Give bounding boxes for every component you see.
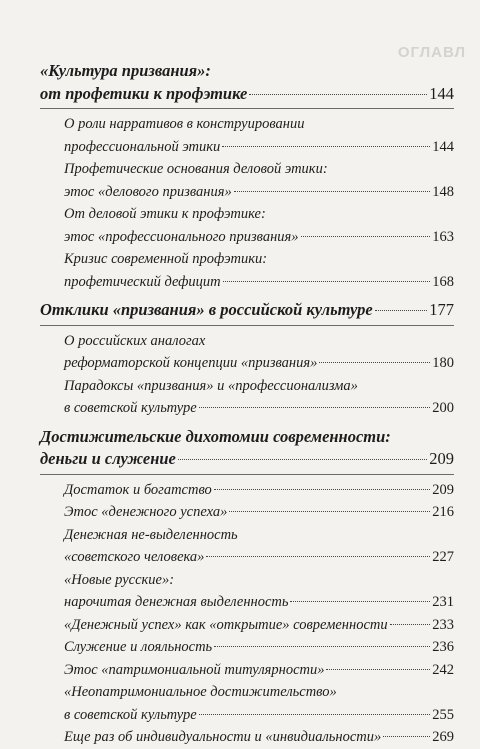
section-title-line: Отклики «призвания» в российской культуре 177 — [40, 299, 454, 322]
section-title-line: «Культура призвания»: — [40, 61, 211, 80]
page-number: 177 — [429, 300, 454, 319]
toc-entry[interactable]: «Новые русские»: нарочитая денежная выделенность 231 — [40, 569, 454, 614]
section-underline — [40, 474, 454, 475]
toc-entry[interactable]: О роли нарративов в конструировании профессиональной этики 144 — [40, 113, 454, 158]
page-number: 242 — [432, 661, 454, 678]
page-number: 269 — [432, 729, 454, 745]
toc-entry[interactable]: Еще раз об индивидуальности и «инвидиальности» 269 — [40, 726, 454, 749]
toc-entry[interactable]: Этос «патримониальной титулярности» 242 — [40, 659, 454, 682]
page-number: 209 — [432, 481, 454, 498]
bleed-through-watermark: ОГЛАВЛ — [397, 44, 466, 61]
toc-entry[interactable]: О российских аналогах реформаторской концепции «призвания» 180 — [40, 330, 454, 375]
table-of-contents — [40, 60, 454, 749]
toc-entry[interactable]: От деловой этики к профэтике: этос «профессионального призвания» 163 — [40, 203, 454, 248]
section-underline — [40, 108, 454, 109]
page-number: 200 — [432, 400, 454, 416]
toc-entry[interactable]: Кризис современной профэтики: профетический дефицит 168 — [40, 248, 454, 293]
toc-entry[interactable]: Профетические основания деловой этики: этос «делового призвания» 148 — [40, 158, 454, 203]
page-number: 168 — [432, 273, 454, 290]
page-number: 209 — [429, 449, 454, 468]
toc-entry[interactable]: Денежная не-выделенность «советского человека» 227 — [40, 524, 454, 569]
toc-entry[interactable]: Служение и лояльность 236 — [40, 636, 454, 659]
page-number: 231 — [432, 594, 454, 610]
toc-entry[interactable]: «Денежный успех» как «открытие» современности 233 — [40, 614, 454, 637]
toc-entry[interactable]: Парадоксы «призвания» и «профессионализма» в советской культуре 200 — [40, 375, 454, 420]
toc-entry[interactable]: «Неопатримониальное достижительство» в советской культуре 255 — [40, 681, 454, 726]
section-title-line: Достижительские дихотомии современности: — [40, 426, 391, 446]
page-number: 236 — [432, 639, 454, 655]
page-number: 144 — [432, 138, 454, 155]
page-number: 227 — [432, 549, 454, 565]
page-number: 255 — [432, 706, 454, 723]
toc-entry[interactable]: Этос «денежного успеха» 216 — [40, 501, 454, 524]
page-number: 163 — [432, 228, 454, 245]
page-number: 233 — [432, 616, 454, 633]
page-number: 144 — [429, 83, 454, 103]
section-title-line: от профетики к профэтике 144 — [40, 83, 454, 106]
toc-entry[interactable]: Достаток и богатство 209 — [40, 479, 454, 502]
page-number: 148 — [432, 183, 454, 200]
section-underline — [40, 325, 454, 326]
page-number: 216 — [432, 504, 454, 520]
section-title-line: деньги и служение 209 — [40, 448, 454, 471]
page-number: 180 — [432, 355, 454, 371]
